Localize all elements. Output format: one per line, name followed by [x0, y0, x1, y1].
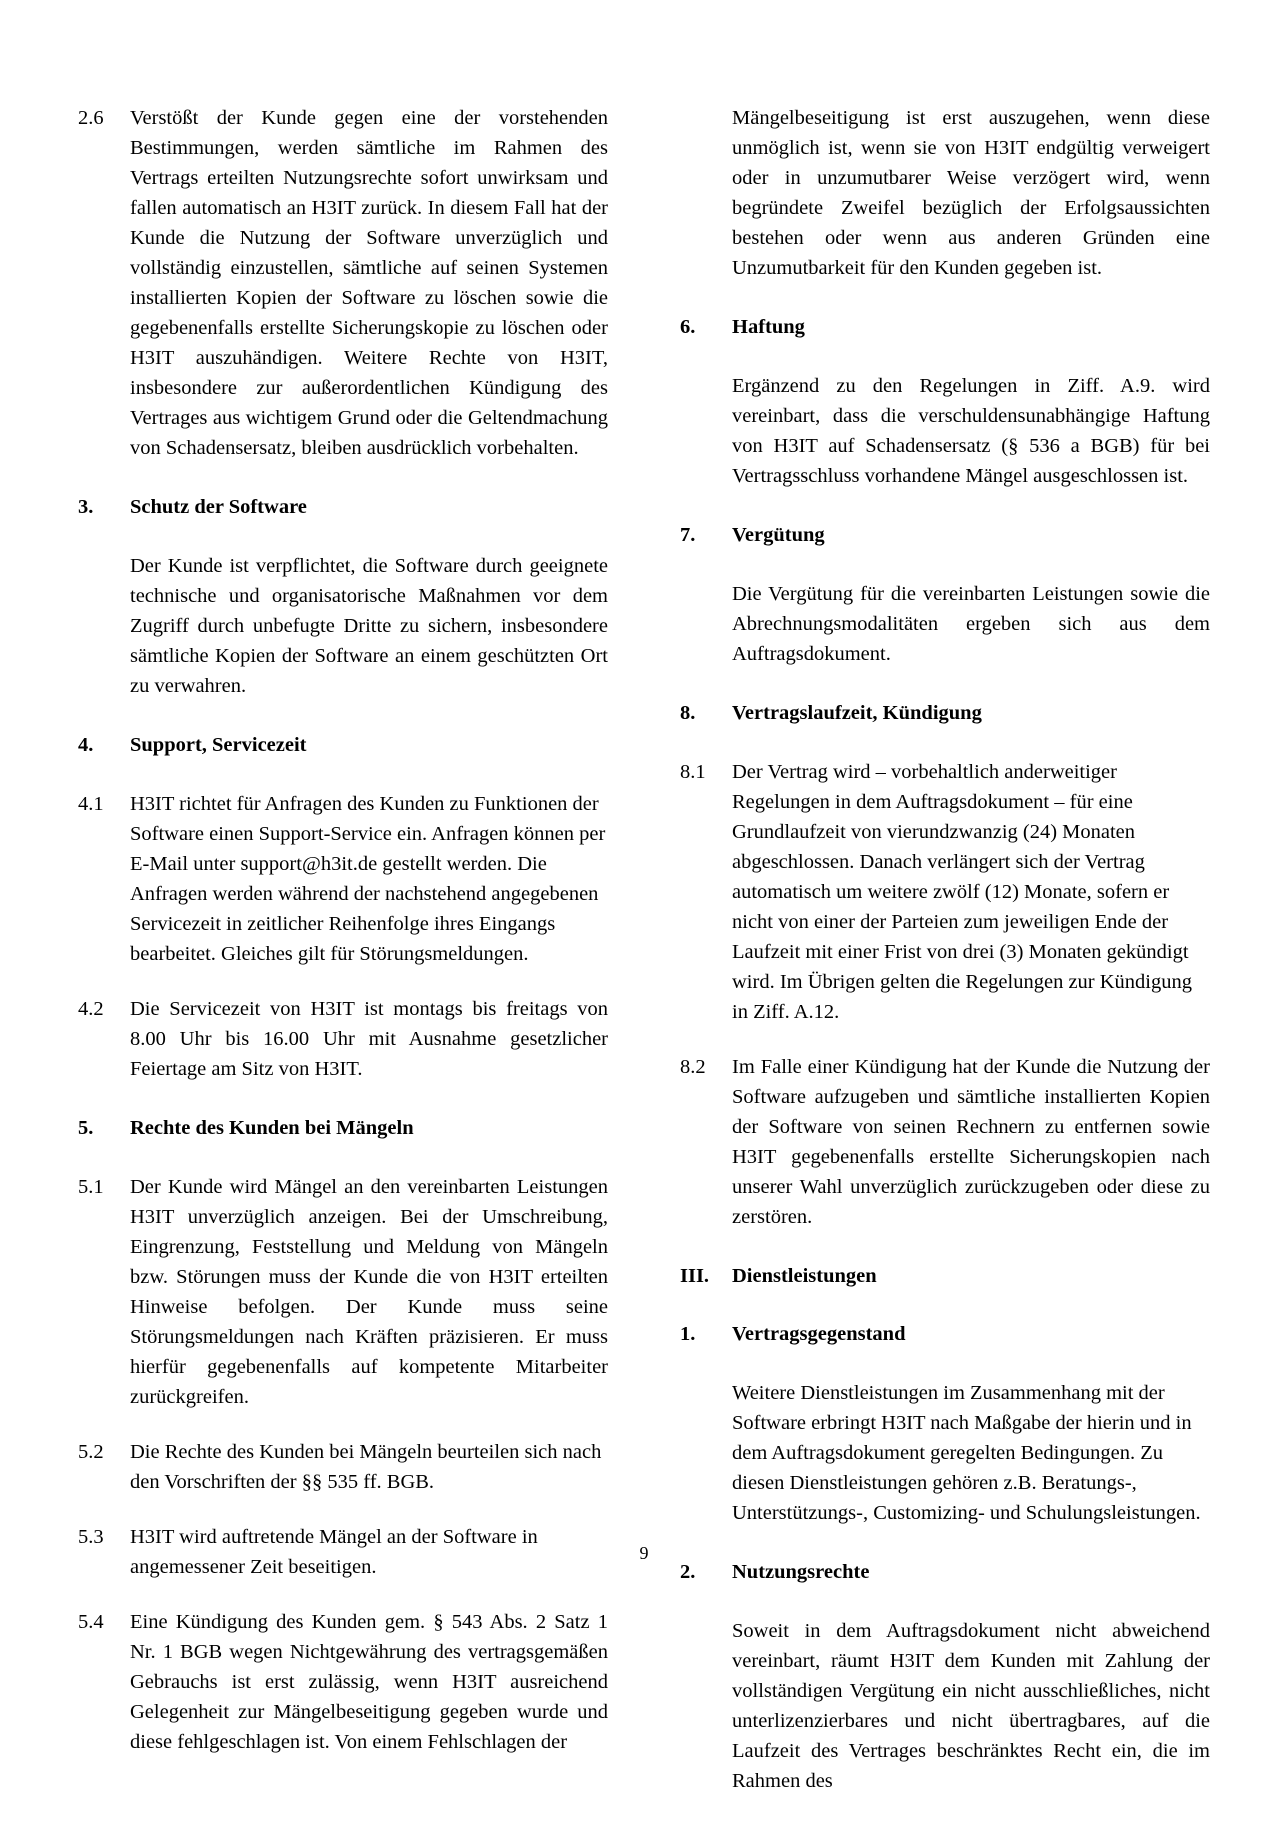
section-heading-number: 3. [78, 496, 94, 518]
numbered-paragraph [680, 757, 1210, 1027]
section-heading-number: III. [680, 1265, 710, 1287]
section-heading-title: Vertragsgegenstand [732, 1323, 906, 1345]
paragraph-number: 2.6 [78, 107, 104, 129]
numbered-paragraph [78, 103, 608, 463]
section-heading [680, 1262, 1210, 1290]
paragraph-text: Der Vertrag wird – vorbehaltlich anderweitiger Regelungen in dem Auftragsdokument – für eine Grundlaufzeit von vierundzwanzig (24) Monaten abgeschlossen. Danach verlängert sich der Vertrag automatisch um weitere zwölf (12) Monate, sofern er nicht von einer der Parteien zum jeweiligen Ende der Laufzeit mit einer Frist von drei (3) Monaten gekündigt wird. Im Übrigen gelten die Regelungen zur Kündigung in Ziff. A.12. [732, 761, 1192, 1023]
section-heading [680, 1320, 1210, 1348]
section-heading-title: Rechte des Kunden bei Mängeln [130, 1117, 414, 1139]
numbered-paragraph [78, 789, 608, 969]
paragraph-text: H3IT wird auftretende Mängel an der Software in angemessener Zeit beseitigen. [130, 1526, 538, 1578]
numbered-paragraph [78, 1437, 608, 1497]
paragraph-number: 5.4 [78, 1611, 104, 1633]
section-heading-title: Vergütung [732, 524, 825, 546]
paragraph-text: Die Rechte des Kunden bei Mängeln beurteilen sich nach den Vorschriften der §§ 535 ff. BGB. [130, 1441, 602, 1493]
section-heading-number: 1. [680, 1323, 696, 1345]
section-heading-number: 5. [78, 1117, 94, 1139]
body-paragraph: Die Vergütung für die vereinbarten Leistungen sowie die Abrechnungsmodalitäten ergeben sich aus dem Auftragsdokument. [732, 583, 1210, 665]
section-heading [680, 521, 1210, 549]
section-heading [78, 731, 608, 759]
section-heading-title: Haftung [732, 316, 805, 338]
paragraph-text: H3IT richtet für Anfragen des Kunden zu Funktionen der Software einen Support-Service ein. Anfragen können per E-Mail unter support@h3it.de gestellt werden. Die Anfragen werden während der nachstehend angegebenen Servicezeit in zeitlicher Reihenfolge ihres Eingangs bearbeitet. Gleiches gilt für Störungsmeldungen. [130, 793, 606, 965]
numbered-paragraph [78, 994, 608, 1084]
paragraph-number: 5.1 [78, 1176, 104, 1198]
body-paragraph: Soweit in dem Auftragsdokument nicht abweichend vereinbart, räumt H3IT dem Kunden mit Zahlung der vollständigen Vergütung ein nicht ausschließliches, nicht unterlizenzierbares und nicht übertragbares, auf die Laufzeit des Vertrages beschränktes Recht ein, die im Rahmen des [732, 1620, 1210, 1792]
section-heading-number: 8. [680, 702, 696, 724]
paragraph-number: 4.2 [78, 998, 104, 1020]
paragraph-number: 4.1 [78, 793, 104, 815]
section-heading [78, 1114, 608, 1142]
body-paragraph: Der Kunde ist verpflichtet, die Software durch geeignete technische und organisatorische Maßnahmen vor dem Zugriff durch unbefugte Dritte zu sichern, insbesondere sämtliche Kopien der Software an einem geschützten Ort zu verwahren. [130, 555, 608, 697]
page-number: 9 [639, 1543, 649, 1563]
paragraph-number: 5.3 [78, 1526, 104, 1548]
two-column-body [78, 103, 1210, 1821]
section-heading [680, 699, 1210, 727]
paragraph-text: Verstößt der Kunde gegen eine der vorstehenden Bestimmungen, werden sämtliche im Rahmen des Vertrags erteilten Nutzungsrechte sofort unwirksam und fallen automatisch an H3IT zurück. In diesem Fall hat der Kunde die Nutzung der Software unverzüglich und vollständig einzustellen, sämtliche auf seinen Systemen installierten Kopien der Software zu löschen sowie die gegebenenfalls erstellte Sicherungskopie zu löschen oder H3IT auszuhändigen. Weitere Rechte von H3IT, insbesondere zur außerordentlichen Kündigung des Vertrages aus wichtigem Grund oder die Geltendmachung von Schadensersatz, bleiben ausdrücklich vorbehalten. [130, 107, 608, 459]
section-heading-title: Dienstleistungen [732, 1265, 877, 1287]
section-heading-title: Vertragslaufzeit, Kündigung [732, 702, 982, 724]
section-heading-title: Schutz der Software [130, 496, 307, 518]
section-heading-number: 7. [680, 524, 696, 546]
numbered-paragraph [680, 1052, 1210, 1232]
paragraph-text: Eine Kündigung des Kunden gem. § 543 Abs. 2 Satz 1 Nr. 1 BGB wegen Nichtgewährung des vertragsgemäßen Gebrauchs ist erst zulässig, wenn H3IT ausreichend Gelegenheit zur Mängelbeseitigung gegeben wurde und diese fehlgeschlagen ist. Von einem Fehlschlagen der [130, 1611, 608, 1753]
section-heading-title: Nutzungsrechte [732, 1561, 870, 1583]
section-heading-number: 2. [680, 1561, 696, 1583]
continuation-paragraph: Mängelbeseitigung ist erst auszugehen, wenn diese unmöglich ist, wenn sie von H3IT endgültig verweigert oder in unzumutbarer Weise verzögert wird, wenn begründete Zweifel bezüglich der Erfolgsaussichten bestehen oder wenn aus anderen Gründen eine Unzumutbarkeit für den Kunden gegeben ist. [732, 107, 1210, 279]
paragraph-number: 8.1 [680, 761, 706, 783]
paragraph-number: 5.2 [78, 1441, 104, 1463]
paragraph-text: Im Falle einer Kündigung hat der Kunde die Nutzung der Software aufzugeben und sämtliche installierten Kopien der Software von seinen Rechnern zu entfernen sowie H3IT gegebenenfalls erstellte Sicherungskopien nach unserer Wahl unverzüglich zurückzugeben oder diese zu zerstören. [732, 1056, 1210, 1228]
paragraph-text: Der Kunde wird Mängel an den vereinbarten Leistungen H3IT unverzüglich anzeigen. Bei der Umschreibung, Eingrenzung, Feststellung und Meldung von Mängeln bzw. Störungen muss der Kunde die von H3IT erteilten Hinweise befolgen. Der Kunde muss seine Störungsmeldungen nach Kräften präzisieren. Er muss hierfür gegebenenfalls auf kompetente Mitarbeiter zurückgreifen. [130, 1176, 608, 1408]
body-paragraph: Ergänzend zu den Regelungen in Ziff. A.9. wird vereinbart, dass die verschuldensunabhängige Haftung von H3IT auf Schadensersatz (§ 536 a BGB) für bei Vertragsschluss vorhandene Mängel ausgeschlossen ist. [732, 375, 1210, 487]
section-heading-number: 6. [680, 316, 696, 338]
numbered-paragraph [78, 1607, 608, 1757]
paragraph-text: Die Servicezeit von H3IT ist montags bis freitags von 8.00 Uhr bis 16.00 Uhr mit Ausnahme gesetzlicher Feiertage am Sitz von H3IT. [130, 998, 608, 1080]
body-paragraph: Weitere Dienstleistungen im Zusammenhang mit der Software erbringt H3IT nach Maßgabe der hierin und in dem Auftragsdokument geregelten Bedingungen. Zu diesen Dienstleistungen gehören z.B. Beratungs-, Unterstützungs-, Customizing- und Schulungsleistungen. [732, 1382, 1201, 1524]
section-heading [78, 493, 608, 521]
numbered-paragraph [78, 1172, 608, 1412]
right-column [680, 103, 1210, 1821]
section-heading [680, 313, 1210, 341]
paragraph-number: 8.2 [680, 1056, 706, 1078]
section-heading-number: 4. [78, 734, 94, 756]
left-column [78, 103, 608, 1821]
section-heading-title: Support, Servicezeit [130, 734, 307, 756]
